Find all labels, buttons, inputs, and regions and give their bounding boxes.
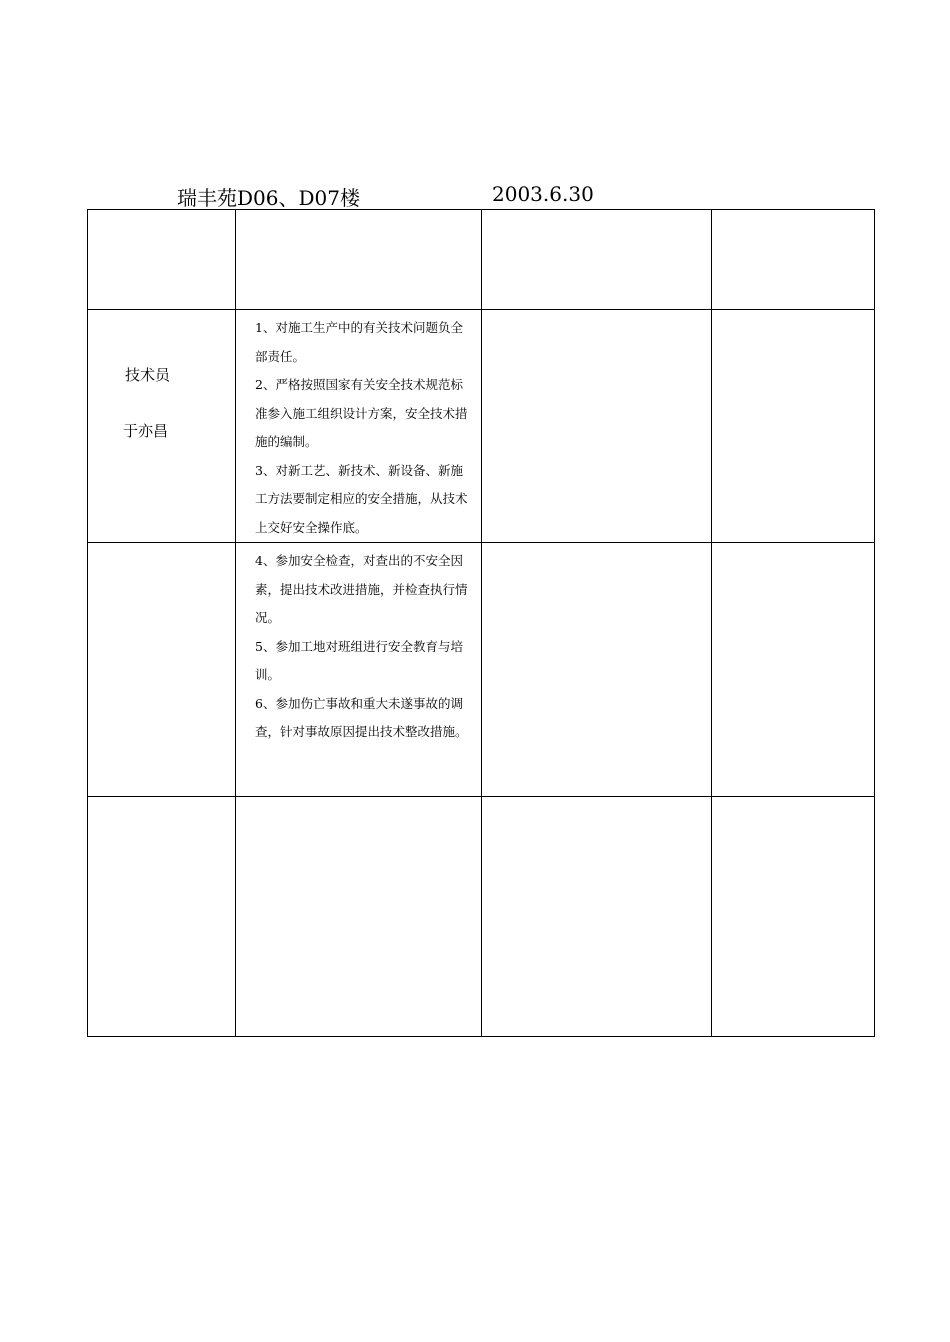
duty-item: 4、参加安全检查，对查出的不安全因素，提出技术改进措施，并检查执行情况。 (255, 553, 468, 625)
document-header (0, 180, 950, 210)
table-cell (88, 797, 236, 1037)
duty-item: 6、参加伤亡事故和重大未遂事故的调查，针对事故原因提出技术整改措施。 (255, 695, 468, 739)
duty-item: 2、严格按照国家有关安全技术规范标准参入施工组织设计方案，安全技术措施的编制。 (255, 377, 468, 449)
table-row (88, 310, 875, 543)
table-cell (712, 210, 875, 310)
responsibility-table (87, 209, 875, 1037)
table-cell (712, 310, 875, 543)
table-cell (88, 210, 236, 310)
person-name: 于亦昌 (123, 422, 169, 440)
table-cell (482, 310, 712, 543)
table-cell (712, 543, 875, 797)
table-cell (712, 797, 875, 1037)
duty-item: 1、对施工生产中的有关技术问题负全部责任。 (255, 320, 463, 364)
duties-cell (236, 543, 482, 797)
table-cell (236, 210, 482, 310)
table-cell (236, 797, 482, 1037)
project-name: 瑞丰苑D06、D07楼 (177, 186, 360, 210)
table-cell (482, 210, 712, 310)
duty-item: 3、对新工艺、新技术、新设备、新施工方法要制定相应的安全措施，从技术上交好安全操作底。 (255, 462, 468, 535)
table-row (88, 210, 875, 310)
table-cell (88, 543, 236, 797)
duties-cell (236, 310, 482, 543)
table-row (88, 543, 875, 797)
table-cell (482, 543, 712, 797)
person-role: 技术员 (125, 366, 171, 384)
table-cell (482, 797, 712, 1037)
person-cell (88, 310, 236, 543)
table-row (88, 797, 875, 1037)
duty-item: 5、参加工地对班组进行安全教育与培训。 (255, 638, 463, 682)
document-date: 2003.6.30 (492, 182, 594, 206)
